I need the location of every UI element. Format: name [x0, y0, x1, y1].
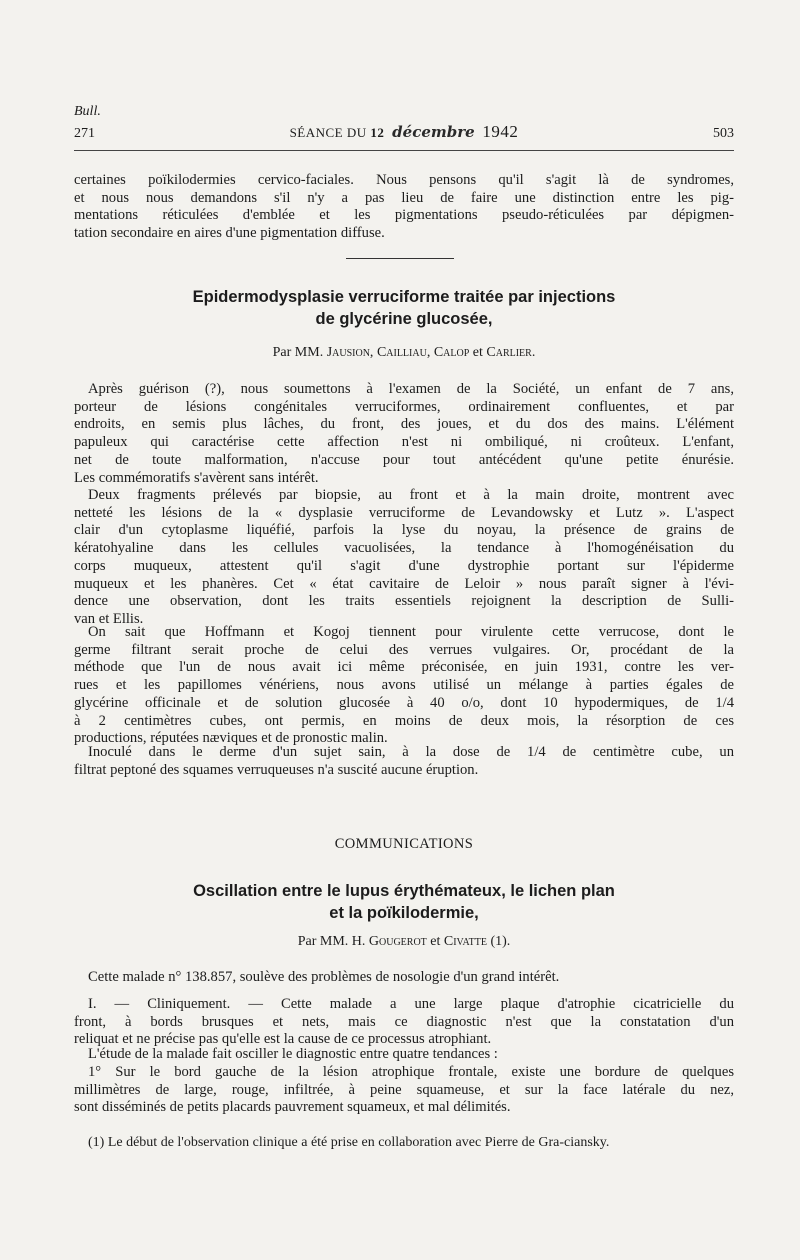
text-line: filtrat peptoné des squames verruqueuses n'a suscité aucune éruption. [74, 761, 479, 778]
author-gougerot: Gougerot [368, 934, 427, 949]
session-year: 1942 [482, 122, 519, 141]
text-line: On sait que Hoffmann et Kogoj tiennent pour virulente cette verrucose, dont le [88, 624, 734, 640]
text-line: 1° Sur le bord gauche de la lésion atrophique frontale, existe une bordure de quelques [88, 1064, 734, 1080]
text-line: I. — Cliniquement. — Cette malade a une large plaque d'atrophie cicatricielle du [88, 996, 734, 1012]
article2-authors [74, 934, 734, 950]
article2-title [74, 880, 734, 924]
text-line: Les commémoratifs s'avèrent sans intérêt. [74, 469, 319, 486]
page-number: 503 [712, 126, 734, 141]
text-line: clair d'un cytoplasme liquéfié, parfois la lyse du noyau, la présence de grains de [74, 522, 734, 539]
author-calop: Calop [433, 345, 470, 360]
text-line: rues et les papillomes vénériens, nous avons utilisé un mélange à parties égales de [74, 677, 734, 694]
article1-paragraph [74, 487, 734, 629]
text-line: Après guérison (?), nous soumettons à l'examen de la Société, un enfant de 7 ans, [88, 381, 734, 397]
article2-paragraph [74, 1064, 734, 1117]
authors-prefix: Par MM. H. [297, 934, 366, 949]
text-line: à 2 centimètres cubes, ont permis, en moins de deux mois, la résorption de ces [74, 712, 734, 729]
text-line: endroits, en semis plus lâches, du front, des joues, et du dos des mains. L'élément [74, 416, 734, 433]
bulletin-abbrev: Bull. [74, 104, 101, 119]
footnote [74, 1134, 734, 1151]
intro-paragraph [74, 172, 734, 243]
text-line: Deux fragments prélevés par biopsie, au front et à la main droite, montrent avec [88, 487, 734, 503]
text-line: net de toute malformation, n'accuse pour tout antécédent qu'une petite énurésie. [74, 451, 734, 468]
article2-paragraph [74, 996, 734, 1049]
author-jausion: Jausion, [326, 345, 374, 360]
article2-paragraph [74, 969, 734, 987]
article1-title-line2: de glycérine glucosée, [315, 310, 493, 328]
author-carlier: Carlier. [486, 345, 536, 360]
text-line: Cette malade n° 138.857, soulève des problèmes de nosologie d'un grand intérêt. [88, 969, 560, 985]
issue-number: 271 [74, 126, 95, 141]
text-line: Inoculé dans le derme d'un sujet sain, à la dose de 1/4 de centimètre cube, un [88, 744, 734, 760]
article1-paragraph [74, 624, 734, 748]
running-header [74, 104, 734, 151]
article1-paragraph [74, 744, 734, 779]
text-line: dence une observation, dont les traits essentiels rejoignent la description de Sulli- [74, 593, 734, 610]
text-line: netteté les lésions de la « dysplasie verruciforme de Levandowsky et Lutz ». L'aspect [74, 504, 734, 521]
footnote-ref: (1). [490, 934, 511, 949]
session-date [290, 122, 519, 142]
session-day: 12 [370, 125, 385, 140]
seance-label: SÉANCE DU [289, 125, 367, 140]
text-line: kératohyaline dans les cellules vacuolisées, la tendance à l'homogénéisation du [74, 540, 734, 557]
article2-paragraph [74, 1046, 734, 1064]
text-line: certaines poïkilodermies cervico-faciales. Nous pensons qu'il s'agit là de syndromes, [74, 172, 734, 188]
article1-authors [74, 345, 734, 361]
section-heading: COMMUNICATIONS [334, 836, 474, 852]
authors-and: et [472, 345, 483, 360]
text-line: méthode que l'un de nous avait ici même préconisée, en juin 1931, contre les ver- [74, 659, 734, 676]
article1-paragraph [74, 381, 734, 487]
text-line: et nous nous demandons s'il n'y a pas lieu de faire une distinction entre les pig- [74, 189, 734, 206]
article1-title [74, 286, 734, 330]
authors-and: et [430, 934, 441, 949]
separator-rule [346, 258, 454, 259]
author-cailliau: Cailliau, [376, 345, 431, 360]
text-line: muqueux et les phanères. Cet « état cavitaire de Leloir » nous paraît signer à l'évi- [74, 575, 734, 592]
text-line: L'étude de la malade fait osciller le diagnostic entre quatre tendances : [88, 1046, 498, 1062]
text-line: tation secondaire en aires d'une pigmentation diffuse. [74, 225, 385, 242]
text-line: (1) Le début de l'observation clinique a été prise en collaboration avec Pierre de Gra- [88, 1135, 564, 1150]
handwritten-month: décembre [392, 123, 475, 141]
text-line: van et Ellis. [74, 610, 144, 627]
article2-title-line2: et la poïkilodermie, [329, 904, 479, 922]
text-line: sont disséminés de petits placards pauvrement squameux, et mal délimités. [74, 1099, 511, 1116]
text-line: papuleux qui caractérise cette affection n'est ni ombiliqué, ni croûteux. L'enfant, [74, 434, 734, 451]
article2-title-line1: Oscillation entre le lupus érythémateux, le lichen plan [193, 882, 615, 900]
author-civatte: Civatte [443, 934, 487, 949]
article1-title-line1: Epidermodysplasie verruciforme traitée par injections [192, 288, 616, 306]
text-line: millimètres de large, rouge, infiltrée, à peine squameuse, et sur la face latérale du nez, [74, 1081, 734, 1098]
text-line: reliquat et ne précise pas qu'elle est la cause de ce processus atrophiant. [74, 1031, 492, 1048]
header-rule [74, 150, 734, 151]
text-line: glycérine officinale et de solution glucosée à 40 o/o, dont 10 hypodermiques, de 1/4 [74, 694, 734, 711]
text-line: ciansky. [564, 1135, 610, 1150]
text-line: mentations réticulées d'emblée et les pigmentations pseudo-réticulées par dépigmen- [74, 207, 734, 224]
text-line: productions, réputées næviques et de pronostic malin. [74, 730, 388, 747]
text-line: corps muqueux, attestent qu'il s'agit d'une dystrophie portant sur l'épiderme [74, 557, 734, 574]
text-line: front, à bords brusques et nets, mais ce diagnostic n'est que la constatation d'un [74, 1013, 734, 1030]
text-line: porteur de lésions congénitales verruciformes, ordinairement confluentes, et par [74, 398, 734, 415]
authors-prefix: Par MM. [272, 345, 324, 360]
text-line: germe filtrant serait proche de celui des verrues vulgaires. Or, procédant de la [74, 641, 734, 658]
